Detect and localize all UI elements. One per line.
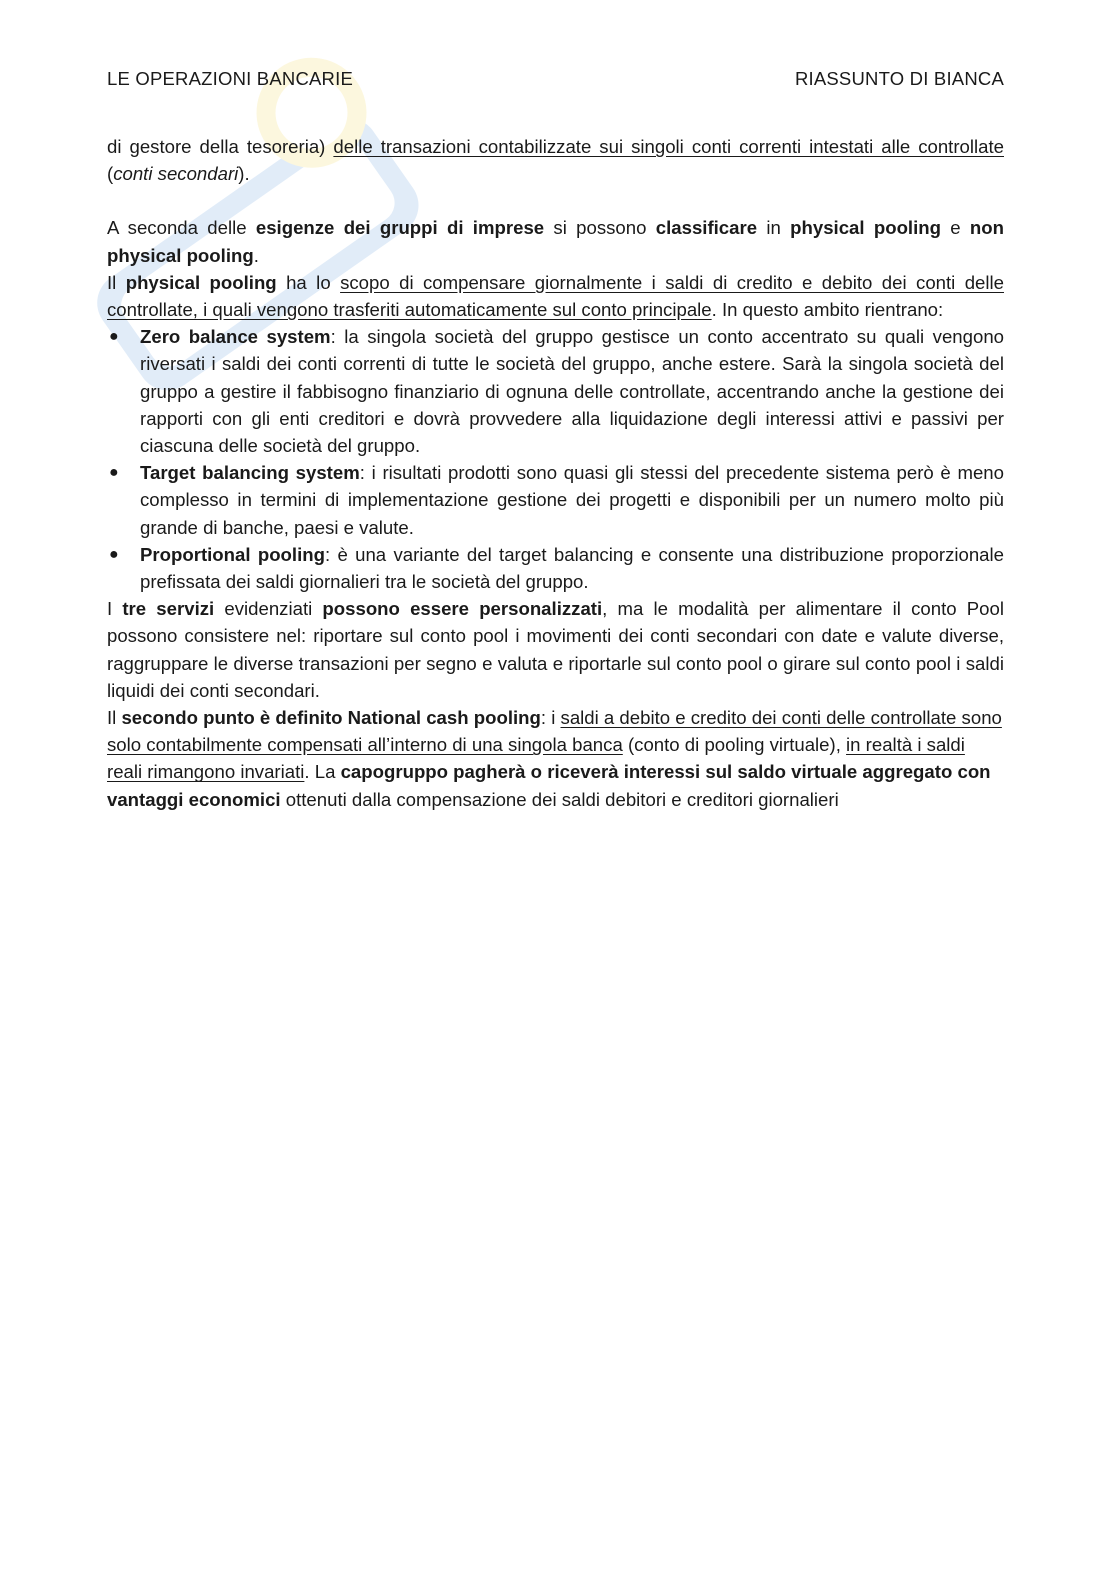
list-item xyxy=(107,323,1004,459)
text-run: I xyxy=(107,598,123,620)
paragraph-5 xyxy=(107,704,1004,813)
text-run: : la singola società del gruppo gestisce un conto accentrato su quali vengono riversati i saldi dei conti correnti di tutte le società del gruppo, anche estere. Sarà la singola società del gruppo a gestire il fabbisogno finanziario di ognuna delle controllate, accentrando anche la gestione dei rapporti con gli enti creditori e dovrà provvedere alla liquidazione degli interessi attivi e passivi per ciascuna delle società del gruppo. xyxy=(140,326,1004,457)
text-run: : è una variante del target balancing e consente una distribuzione proporzionale prefissata dei saldi giornalieri tra le società del gruppo. xyxy=(140,543,1004,593)
text-run: , ma le modalità per alimentare il conto Pool possono consistere nel: riportare sul conto pool i movimenti dei conti secondari con date e valute diverse, raggruppare le diverse transazioni per segno e valuta e riportarle sul conto pool o girare sul conto pool i saldi liquidi dei conti secondari. xyxy=(107,598,1004,701)
bold-text: classificare xyxy=(655,217,758,239)
header-title-right: RIASSUNTO DI BIANCA xyxy=(794,68,1004,89)
bold-text: physical pooling xyxy=(790,217,941,239)
text-run: di gestore della tesoreria) xyxy=(107,136,334,157)
bold-text: capogruppo pagherà o riceverà interessi sul saldo virtuale aggregato con vantaggi economici xyxy=(107,761,991,810)
text-run: . La xyxy=(304,761,341,783)
bold-text: secondo punto è definito National cash pooling xyxy=(121,707,541,729)
text-run: e xyxy=(940,217,970,239)
document-body xyxy=(107,133,1004,813)
text-run: ha lo xyxy=(276,271,341,293)
paragraph-2 xyxy=(107,214,1004,268)
bold-text: possono essere personalizzati xyxy=(322,598,603,620)
bold-text: physical pooling xyxy=(125,271,277,293)
bold-text: tre servizi xyxy=(122,598,215,620)
bold-text: Zero balance system xyxy=(140,326,331,348)
underlined-text: in realtà i saldi reali rimangono invariati xyxy=(107,734,965,783)
bold-text: non physical pooling xyxy=(107,217,1004,266)
text-run: in xyxy=(757,217,791,239)
text-run: (conto di pooling virtuale), xyxy=(622,734,847,756)
paragraph-4 xyxy=(107,595,1004,704)
underlined-text: scopo di compensare giornalmente i saldi di credito e debito dei conti delle controllate, i quali vengono trasferiti automaticamente sul conto principale xyxy=(107,271,1004,321)
underlined-text: delle transazioni contabilizzate sui singoli conti correnti intestati alle controllate xyxy=(333,136,1004,157)
bold-text: Target balancing system xyxy=(140,462,360,484)
text-run: evidenziati xyxy=(214,598,323,620)
underlined-text: saldi a debito e credito dei conti delle controllate sono solo contabilmente compensati all’interno di una singola banca xyxy=(107,707,1002,756)
paragraph-1 xyxy=(107,133,1004,187)
bold-text: esigenze dei gruppi di imprese xyxy=(255,217,545,239)
bold-text: Proportional pooling xyxy=(140,543,325,565)
bullet-list xyxy=(107,323,1004,595)
paragraph-3 xyxy=(107,269,1004,323)
bullet-icon: ● xyxy=(109,328,119,346)
text-run: : i xyxy=(540,707,561,729)
text-run: . In questo ambito rientrano: xyxy=(711,299,944,321)
bullet-icon: ● xyxy=(109,545,119,563)
list-item xyxy=(107,459,1004,541)
text-run: ( xyxy=(107,163,114,185)
text-run: Il xyxy=(107,707,122,729)
page-header xyxy=(107,68,1004,90)
text-run: Il xyxy=(107,271,126,293)
bullet-icon: ● xyxy=(109,464,119,482)
italic-text: conti secondari xyxy=(113,163,239,185)
text-run: . xyxy=(253,244,259,266)
text-run: ottenuti dalla compensazione dei saldi debitori e creditori giornalieri xyxy=(280,788,839,810)
text-run: ). xyxy=(238,163,250,185)
text-run: si possono xyxy=(544,217,656,239)
list-item xyxy=(107,541,1004,595)
text-run: : i risultati prodotti sono quasi gli stessi del precedente sistema però è meno complesso in termini di implementazione gestione dei progetti e disponibili per un numero molto più grande di banche, paesi e valute. xyxy=(140,462,1004,538)
text-run: A seconda delle xyxy=(107,217,256,239)
header-title-left: LE OPERAZIONI BANCARIE xyxy=(107,68,353,89)
